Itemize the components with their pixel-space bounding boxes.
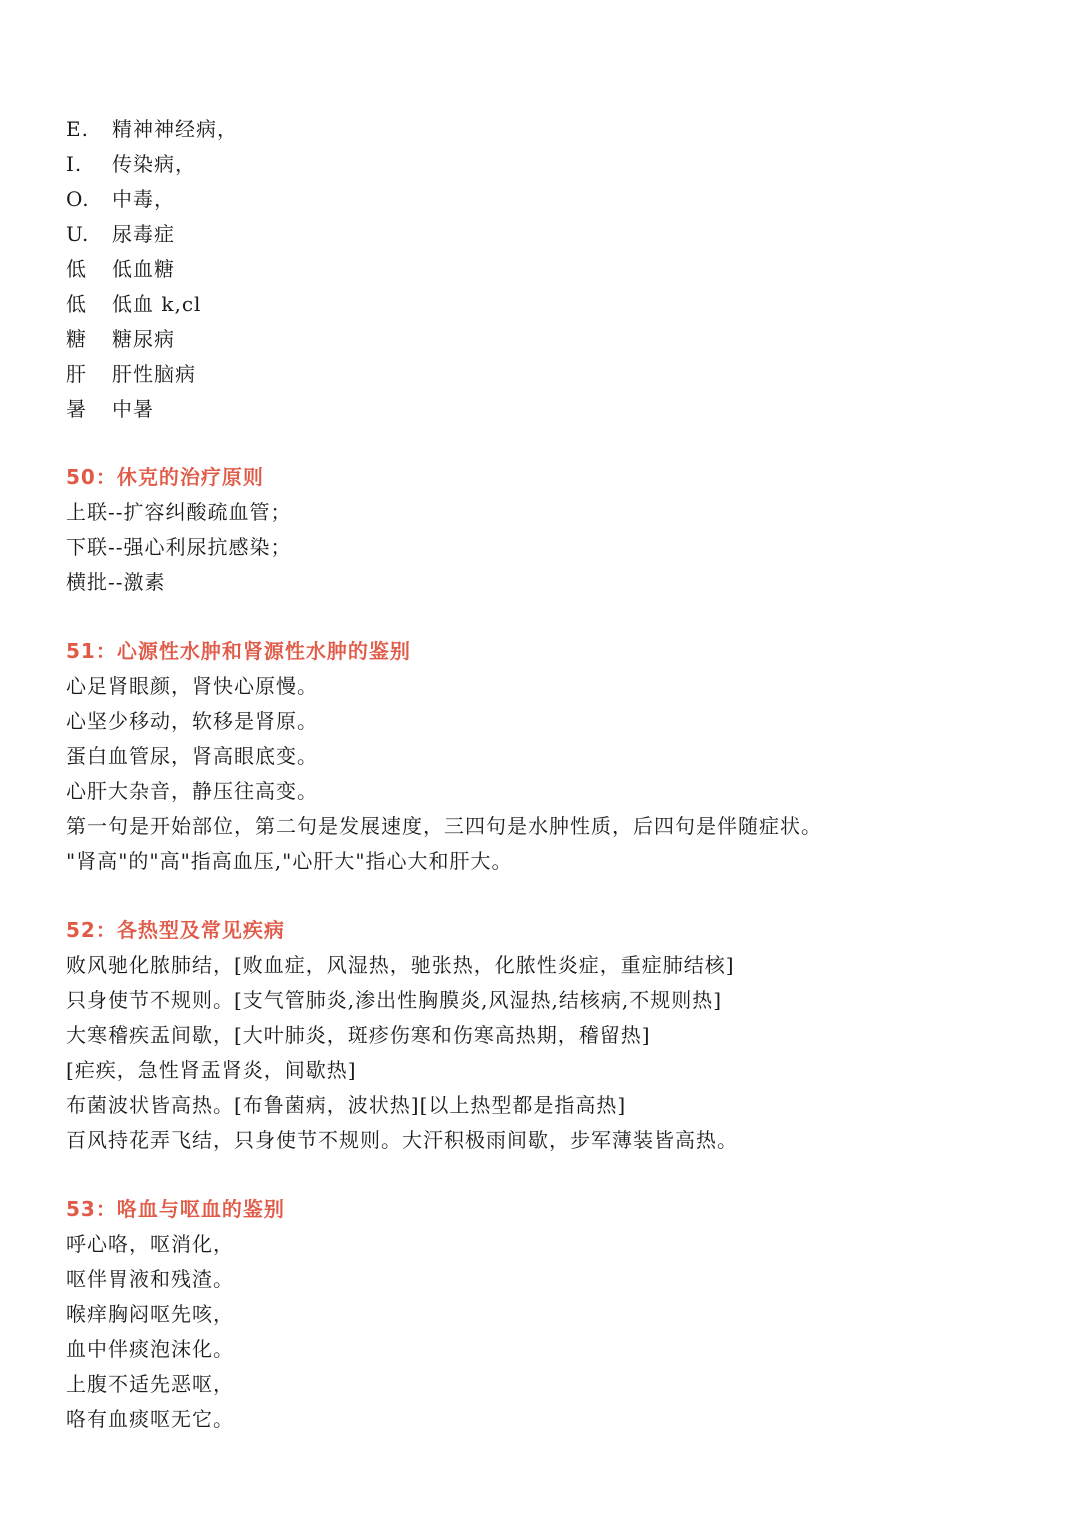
list-item-value: 低血 k,cl: [112, 292, 202, 316]
intro-list: [66, 112, 1026, 427]
list-item: [66, 147, 1026, 182]
section-line: 下联--强心利尿抗感染；: [66, 535, 292, 559]
section-line: 呼心咯，呕消化，: [66, 1232, 234, 1256]
list-item: [66, 217, 1026, 252]
list-item-key: I.: [66, 152, 83, 176]
list-item-key: O.: [66, 187, 90, 211]
section-heading: 53：咯血与呕血的鉴别: [66, 1197, 285, 1221]
section-line: 第一句是开始部位，第二句是发展速度，三四句是水肿性质，后四句是伴随症状。: [66, 814, 822, 838]
section-53: [66, 1192, 1026, 1437]
section-line: 心坚少移动，软移是肾原。: [66, 709, 318, 733]
section-line: "肾高"的"高"指高血压,"心肝大"指心大和肝大。: [66, 849, 513, 873]
section-line: 蛋白血管尿，肾高眼底变。: [66, 744, 318, 768]
list-item-value: 低血糖: [112, 257, 175, 281]
section-line: 心足肾眼颜，肾快心原慢。: [66, 674, 318, 698]
section-line: 百风持花弄飞结，只身使节不规则。大汗积极雨间歇，步军薄装皆高热。: [66, 1128, 738, 1152]
list-item: [66, 322, 1026, 357]
list-item-key: 肝: [66, 362, 87, 386]
section-line: 败风驰化脓肺结，[败血症，风湿热，驰张热，化脓性炎症，重症肺结核]: [66, 953, 735, 977]
list-item-key: 糖: [66, 327, 87, 351]
section-line: 咯有血痰呕无它。: [66, 1407, 234, 1431]
section-51: [66, 634, 1026, 879]
section-line: 只身使节不规则。[支气管肺炎,渗出性胸膜炎,风湿热,结核病,不规则热]: [66, 988, 723, 1012]
section-line: 上腹不适先恶呕，: [66, 1372, 234, 1396]
section-heading: 52：各热型及常见疾病: [66, 918, 285, 942]
list-item-key: 暑: [66, 397, 87, 421]
list-item: [66, 112, 1026, 147]
list-item-key: 低: [66, 292, 87, 316]
list-item-value: 精神神经病，: [112, 117, 238, 141]
section-heading: 50：休克的治疗原则: [66, 465, 264, 489]
list-item-value: 中毒，: [112, 187, 175, 211]
section-heading: 51：心源性水肿和肾源性水肿的鉴别: [66, 639, 411, 663]
section-line: [疟疾，急性肾盂肾炎，间歇热]: [66, 1058, 357, 1082]
section-line: 上联--扩容纠酸疏血管；: [66, 500, 292, 524]
list-item-value: 肝性脑病: [112, 362, 196, 386]
section-line: 血中伴痰泡沫化。: [66, 1337, 234, 1361]
list-item-value: 传染病，: [112, 152, 196, 176]
list-item: [66, 287, 1026, 322]
section-line: 大寒稽疾盂间歇，[大叶肺炎，斑疹伤寒和伤寒高热期，稽留热]: [66, 1023, 651, 1047]
section-52: [66, 913, 1026, 1158]
list-item: [66, 392, 1026, 427]
section-50: [66, 460, 1026, 600]
list-item-value: 尿毒症: [112, 222, 175, 246]
list-item: [66, 182, 1026, 217]
section-line: 喉痒胸闷呕先咳，: [66, 1302, 234, 1326]
list-item-value: 中暑: [112, 397, 154, 421]
section-line: 呕伴胃液和残渣。: [66, 1267, 234, 1291]
list-item-key: U.: [66, 222, 90, 246]
section-line: 心肝大杂音，静压往高变。: [66, 779, 318, 803]
list-item-key: E.: [66, 117, 89, 141]
list-item-key: 低: [66, 257, 87, 281]
list-item: [66, 357, 1026, 392]
section-line: 横批--激素: [66, 570, 166, 594]
list-item: [66, 252, 1026, 287]
section-line: 布菌波状皆高热。[布鲁菌病，波状热][以上热型都是指高热]: [66, 1093, 627, 1117]
list-item-value: 糖尿病: [112, 327, 175, 351]
